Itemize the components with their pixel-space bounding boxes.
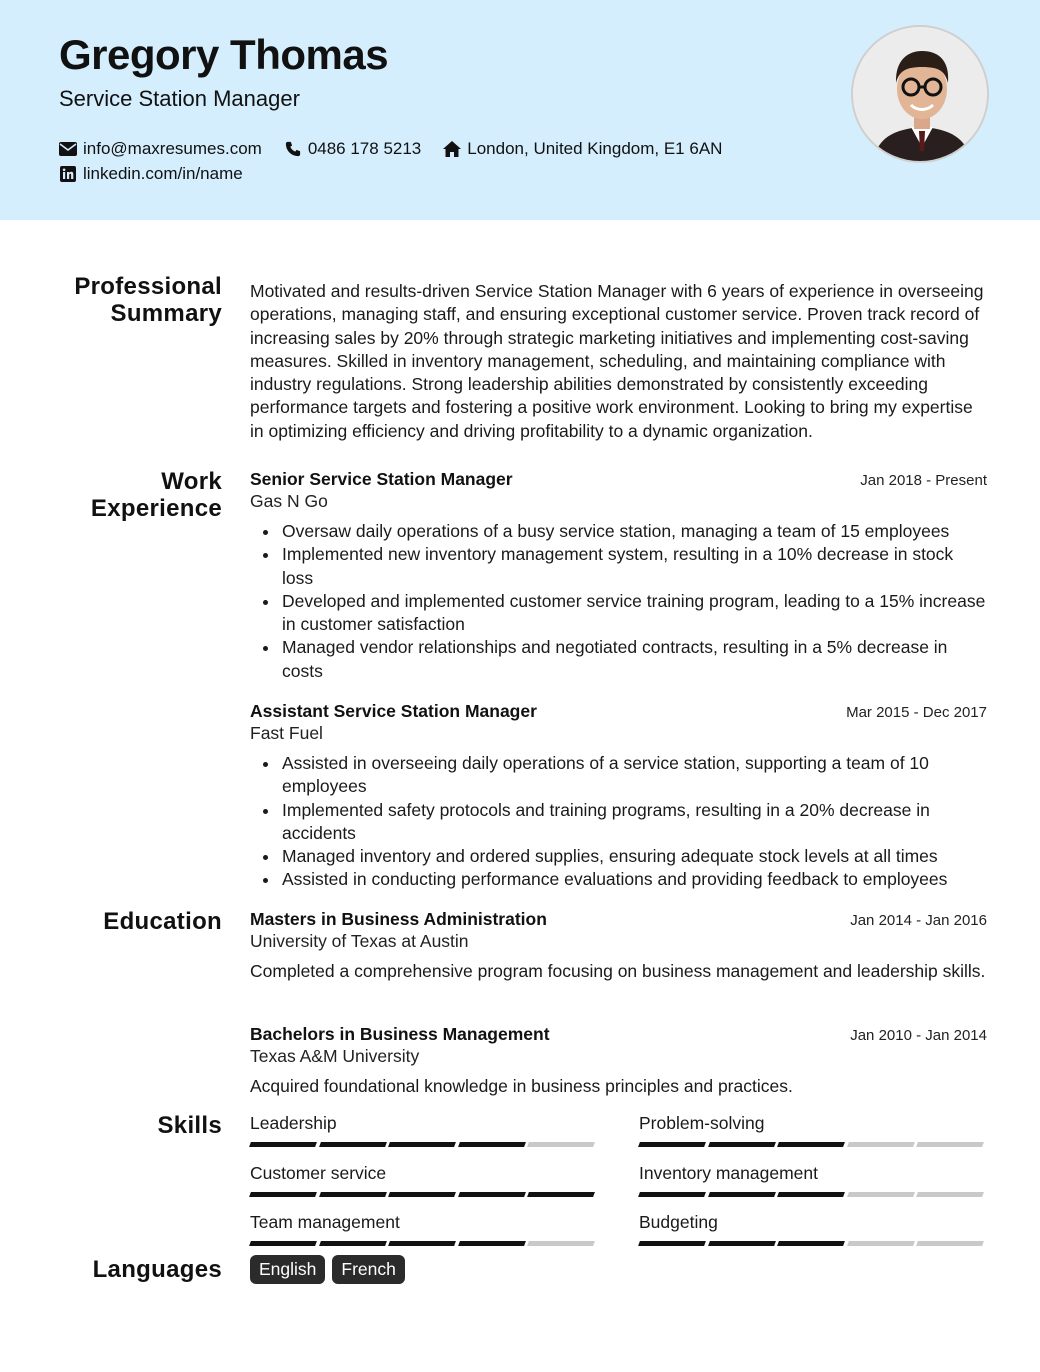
skill-item [250, 1163, 598, 1197]
skill-item [639, 1212, 987, 1246]
home-icon [443, 141, 461, 157]
list-item: Managed inventory and ordered supplies, ensuring adequate stock levels at all times [250, 845, 987, 868]
skill-segment-filled [388, 1241, 455, 1246]
skill-segment-filled [527, 1192, 594, 1197]
skill-name: Customer service [250, 1163, 387, 1183]
experience-date: Jan 2018 - Present [860, 472, 987, 489]
skill-segment-filled [458, 1192, 525, 1197]
education-date: Jan 2010 - Jan 2014 [850, 1027, 987, 1044]
skill-segment-filled [458, 1142, 525, 1147]
experience-entry [250, 469, 987, 683]
skill-segment-filled [249, 1241, 316, 1246]
list-item: Assisted in overseeing daily operations of a service station, supporting a team of 10 employees [250, 752, 987, 799]
skill-segment-empty [916, 1241, 983, 1246]
summary-text: Motivated and results-driven Service Station Manager with 6 years of experience in overseeing operations, managing staff, and ensuring exceptional customer service. Proven track record of increasing sales by 20% through strategic marketing initiatives and implementing cost-saving measures. Skilled in inventory management, scheduling, and maintaining compliance with industry regulations. Strong leadership abilities demonstrated by consistently exceeding performance targets and fostering a positive work environment. Looking to bring my expertise in optimizing efficiency and driving profitability to a dynamic organization. [250, 281, 984, 441]
skill-segment-empty [527, 1241, 594, 1246]
skill-name: Inventory management [639, 1163, 818, 1183]
skill-name: Budgeting [639, 1212, 718, 1232]
skill-segment-empty [847, 1192, 914, 1197]
phone-icon [284, 141, 302, 157]
skill-segment-filled [319, 1192, 386, 1197]
education-degree: Masters in Business Administration [250, 909, 547, 929]
experience-title: Senior Service Station Manager [250, 469, 513, 489]
person-avatar-icon [853, 27, 989, 163]
experience-title: Assistant Service Station Manager [250, 701, 537, 721]
contact-row [59, 139, 744, 159]
skill-segment-filled [249, 1142, 316, 1147]
education-entry [250, 909, 987, 983]
skill-segment-filled [708, 1241, 775, 1246]
phone-text: 0486 178 5213 [307, 139, 422, 158]
experience-company: Fast Fuel [250, 723, 323, 743]
skill-level-bar [639, 1192, 987, 1197]
skill-segment-filled [458, 1241, 525, 1246]
skill-segment-filled [638, 1192, 705, 1197]
section-label-languages: Languages [92, 1256, 222, 1283]
skill-segment-filled [388, 1142, 455, 1147]
list-item: Managed vendor relationships and negotiated contracts, resulting in a 5% decrease in costs [250, 636, 987, 683]
experience-date: Mar 2015 - Dec 2017 [846, 704, 987, 721]
list-item: Assisted in conducting performance evaluations and providing feedback to employees [250, 868, 987, 891]
list-item: Implemented safety protocols and training programs, resulting in a 20% decrease in accidents [250, 799, 987, 846]
envelope-icon [59, 141, 77, 157]
experience-company: Gas N Go [250, 491, 328, 511]
email-text: info@maxresumes.com [83, 139, 262, 158]
section-label-experience: Work Experience [90, 468, 222, 522]
section-label-education: Education [103, 908, 222, 935]
contact-linkedin[interactable] [59, 164, 243, 184]
job-title: Service Station Manager [59, 86, 300, 111]
contact-email[interactable] [59, 139, 262, 159]
languages-list [250, 1255, 412, 1284]
education-school: University of Texas at Austin [250, 931, 469, 951]
linkedin-icon [59, 166, 77, 182]
header [0, 0, 1040, 220]
skill-level-bar [250, 1192, 598, 1197]
candidate-name: Gregory Thomas [59, 31, 389, 78]
skill-item [250, 1113, 598, 1147]
experience-bullets [250, 752, 987, 892]
skill-segment-filled [708, 1192, 775, 1197]
list-item: Implemented new inventory management system, resulting in a 10% decrease in stock loss [250, 543, 987, 590]
skill-segment-filled [319, 1142, 386, 1147]
list-item: Developed and implemented customer service training program, leading to a 15% increase in customer satisfaction [250, 590, 987, 637]
skill-level-bar [250, 1241, 598, 1246]
section-label-skills: Skills [157, 1112, 222, 1139]
skill-segment-filled [777, 1241, 844, 1246]
skill-segment-filled [777, 1142, 844, 1147]
skill-name: Problem-solving [639, 1113, 765, 1133]
skill-item [250, 1212, 598, 1246]
education-school: Texas A&M University [250, 1046, 420, 1066]
section-label-summary: Professional Summary [74, 273, 222, 327]
education-date: Jan 2014 - Jan 2016 [850, 912, 987, 929]
contact-row-2 [59, 164, 265, 184]
skill-name: Team management [250, 1212, 400, 1232]
skill-segment-empty [916, 1192, 983, 1197]
language-chip: French [332, 1255, 404, 1284]
skill-segment-filled [708, 1142, 775, 1147]
experience-entry [250, 701, 987, 892]
skill-segment-empty [847, 1142, 914, 1147]
profile-photo [851, 25, 989, 163]
contact-phone[interactable] [284, 139, 421, 159]
skill-item [639, 1113, 987, 1147]
list-item: Oversaw daily operations of a busy service station, managing a team of 15 employees [250, 520, 987, 543]
skill-segment-filled [319, 1241, 386, 1246]
skill-name: Leadership [250, 1113, 337, 1133]
skill-level-bar [639, 1241, 987, 1246]
skill-segment-filled [388, 1192, 455, 1197]
skill-segment-empty [916, 1142, 983, 1147]
contact-address [443, 139, 722, 159]
skill-segment-filled [638, 1142, 705, 1147]
education-degree: Bachelors in Business Management [250, 1024, 550, 1044]
education-entry [250, 1024, 987, 1098]
skill-level-bar [250, 1142, 598, 1147]
experience-bullets [250, 520, 987, 683]
language-chip: English [250, 1255, 325, 1284]
address-text: London, United Kingdom, E1 6AN [467, 139, 723, 158]
skill-segment-empty [527, 1142, 594, 1147]
linkedin-text: linkedin.com/in/name [83, 164, 243, 183]
skill-item [639, 1163, 987, 1197]
skill-segment-filled [777, 1192, 844, 1197]
education-desc: Acquired foundational knowledge in business principles and practices. [250, 1076, 793, 1096]
skill-level-bar [639, 1142, 987, 1147]
skill-segment-filled [638, 1241, 705, 1246]
skill-segment-empty [847, 1241, 914, 1246]
skill-segment-filled [249, 1192, 316, 1197]
education-desc: Completed a comprehensive program focusing on business management and leadership skills. [250, 961, 986, 981]
summary-section [250, 280, 987, 443]
